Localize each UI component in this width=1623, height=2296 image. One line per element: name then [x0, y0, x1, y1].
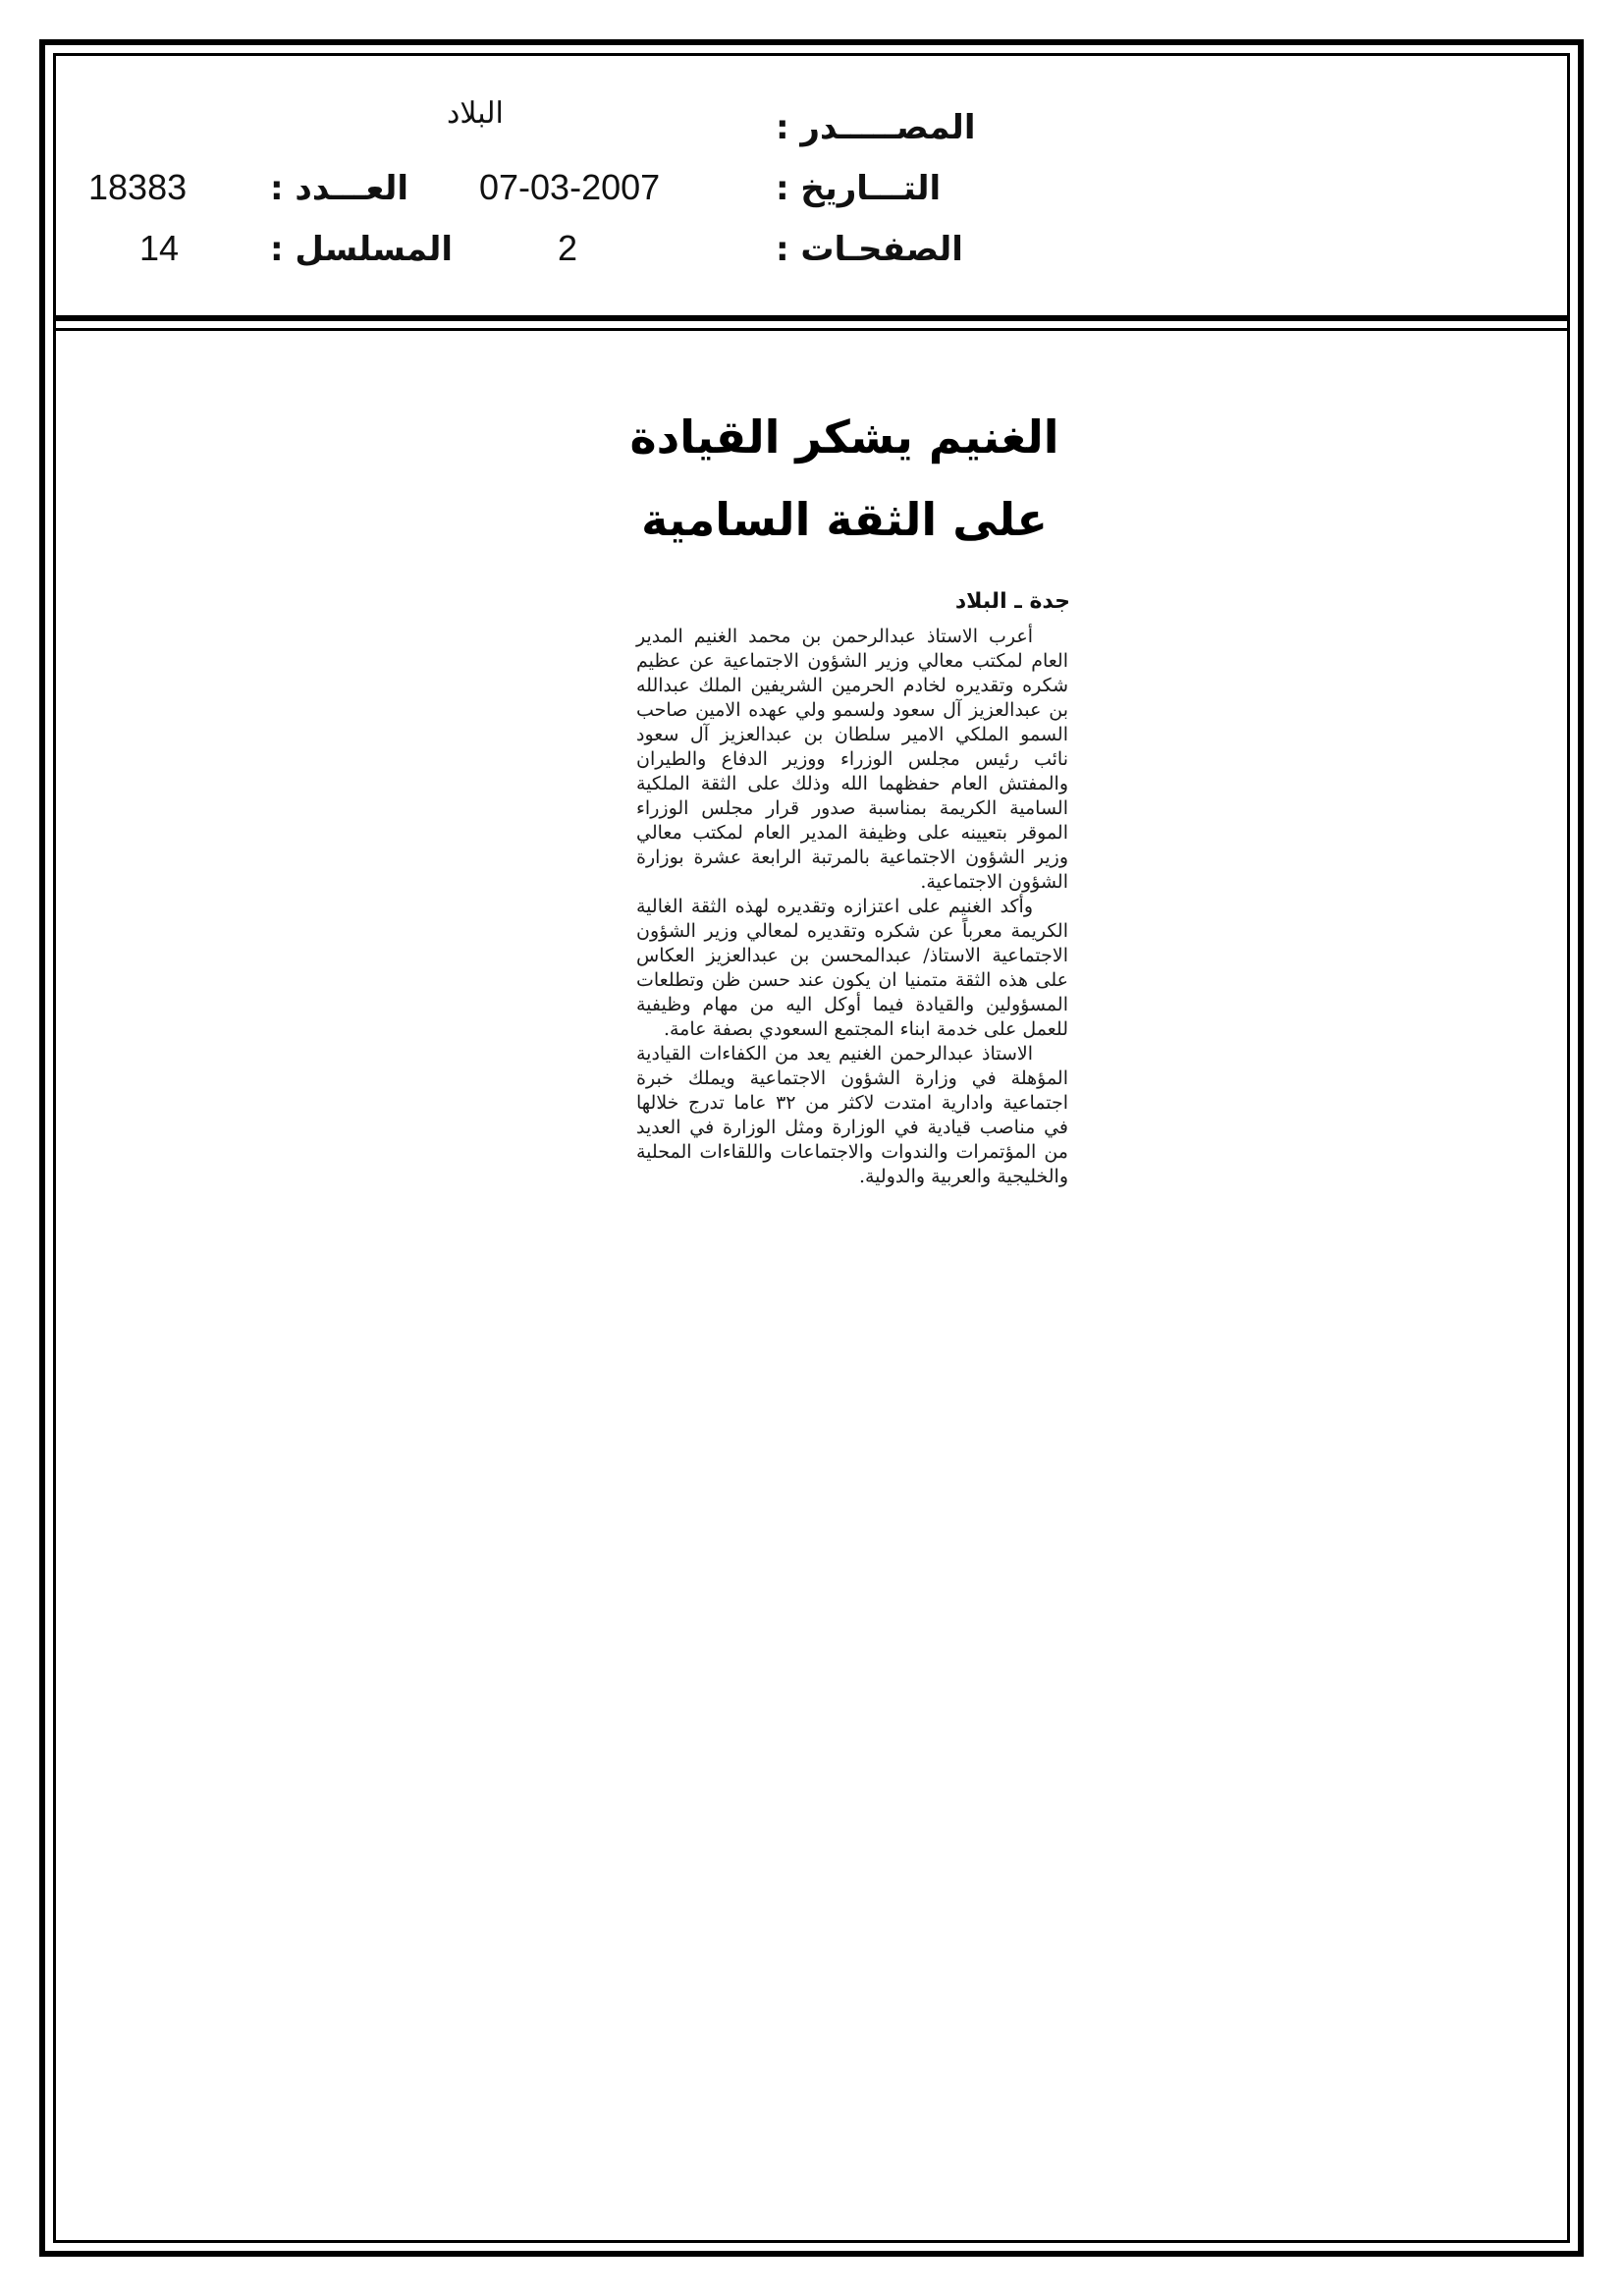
- article-headline-line2: على الثقة السامية: [641, 493, 1048, 546]
- header-divider: [53, 315, 1570, 321]
- date-label: التـــاريخ :: [776, 169, 942, 208]
- article-dateline: جدة ـ البلاد: [954, 589, 1070, 614]
- pages-value: 2: [558, 228, 578, 268]
- article-headline-line1: الغنيم يشكر القيادة: [629, 410, 1059, 464]
- article-body: [636, 625, 1068, 1189]
- serial-value: 14: [139, 228, 180, 268]
- serial-label: المسلسل :: [270, 230, 454, 269]
- header-divider-thin: [53, 328, 1570, 331]
- pages-label: الصفحـات :: [776, 230, 963, 269]
- source-label: المصـــــدر :: [776, 108, 976, 147]
- date-value: 07-03-2007: [479, 167, 661, 207]
- issue-value: 18383: [88, 167, 188, 207]
- article-paragraph: أعرب الاستاذ عبدالرحمن بن محمد الغنيم المدير العام لمكتب معالي وزير الشؤون الاجتماعية عن عظيم شكره وتقديره لخادم الحرمين الشريفين الملك عبدالله بن عبدالعزيز آل سعود ولسمو ولي عهده الامين صاحب السمو الملكي الامير سلطان بن عبدالعزيز آل سعود نائب رئيس مجلس الوزراء ووزير الدفاع والطيران والمفتش العام حفظهما الله وذلك على الثقة الملكية السامية الكريمة بمناسبة صدور قرار مجلس الوزراء الموقر بتعيينه على وظيفة المدير العام لمكتب معالي وزير الشؤون الاجتماعية بالمرتبة الرابعة عشرة بوزارة الشؤون الاجتماعية.: [636, 626, 1068, 893]
- article-paragraph: وأكد الغنيم على اعتزازه وتقديره لهذه الثقة الغالية الكريمة معرباً عن شكره وتقديره لمعالي وزير الشؤون الاجتماعية الاستاذ/ عبدالمحسن بن عبدالعزيز العكاس على هذه الثقة متمنيا ان يكون عند حسن ظن وتطلعات المسؤولين والقيادة فيما أوكل اليه من مهام وظيفية للعمل على خدمة ابناء المجتمع السعودي بصفة عامة.: [636, 896, 1068, 1040]
- article-paragraph: الاستاذ عبدالرحمن الغنيم يعد من الكفاءات القيادية المؤهلة في وزارة الشؤون الاجتماعية ويملك خبرة اجتماعية وادارية امتدت لاكثر من ٣٢ عاما تدرج خلالها في مناصب قيادية في الوزارة ومثل الوزارة في العديد من المؤتمرات والندوات والاجتماعات واللقاءات المحلية والخليجية والعربية والدولية.: [636, 1043, 1068, 1187]
- issue-label: العـــدد :: [270, 169, 408, 208]
- source-value: البلاد: [447, 97, 504, 130]
